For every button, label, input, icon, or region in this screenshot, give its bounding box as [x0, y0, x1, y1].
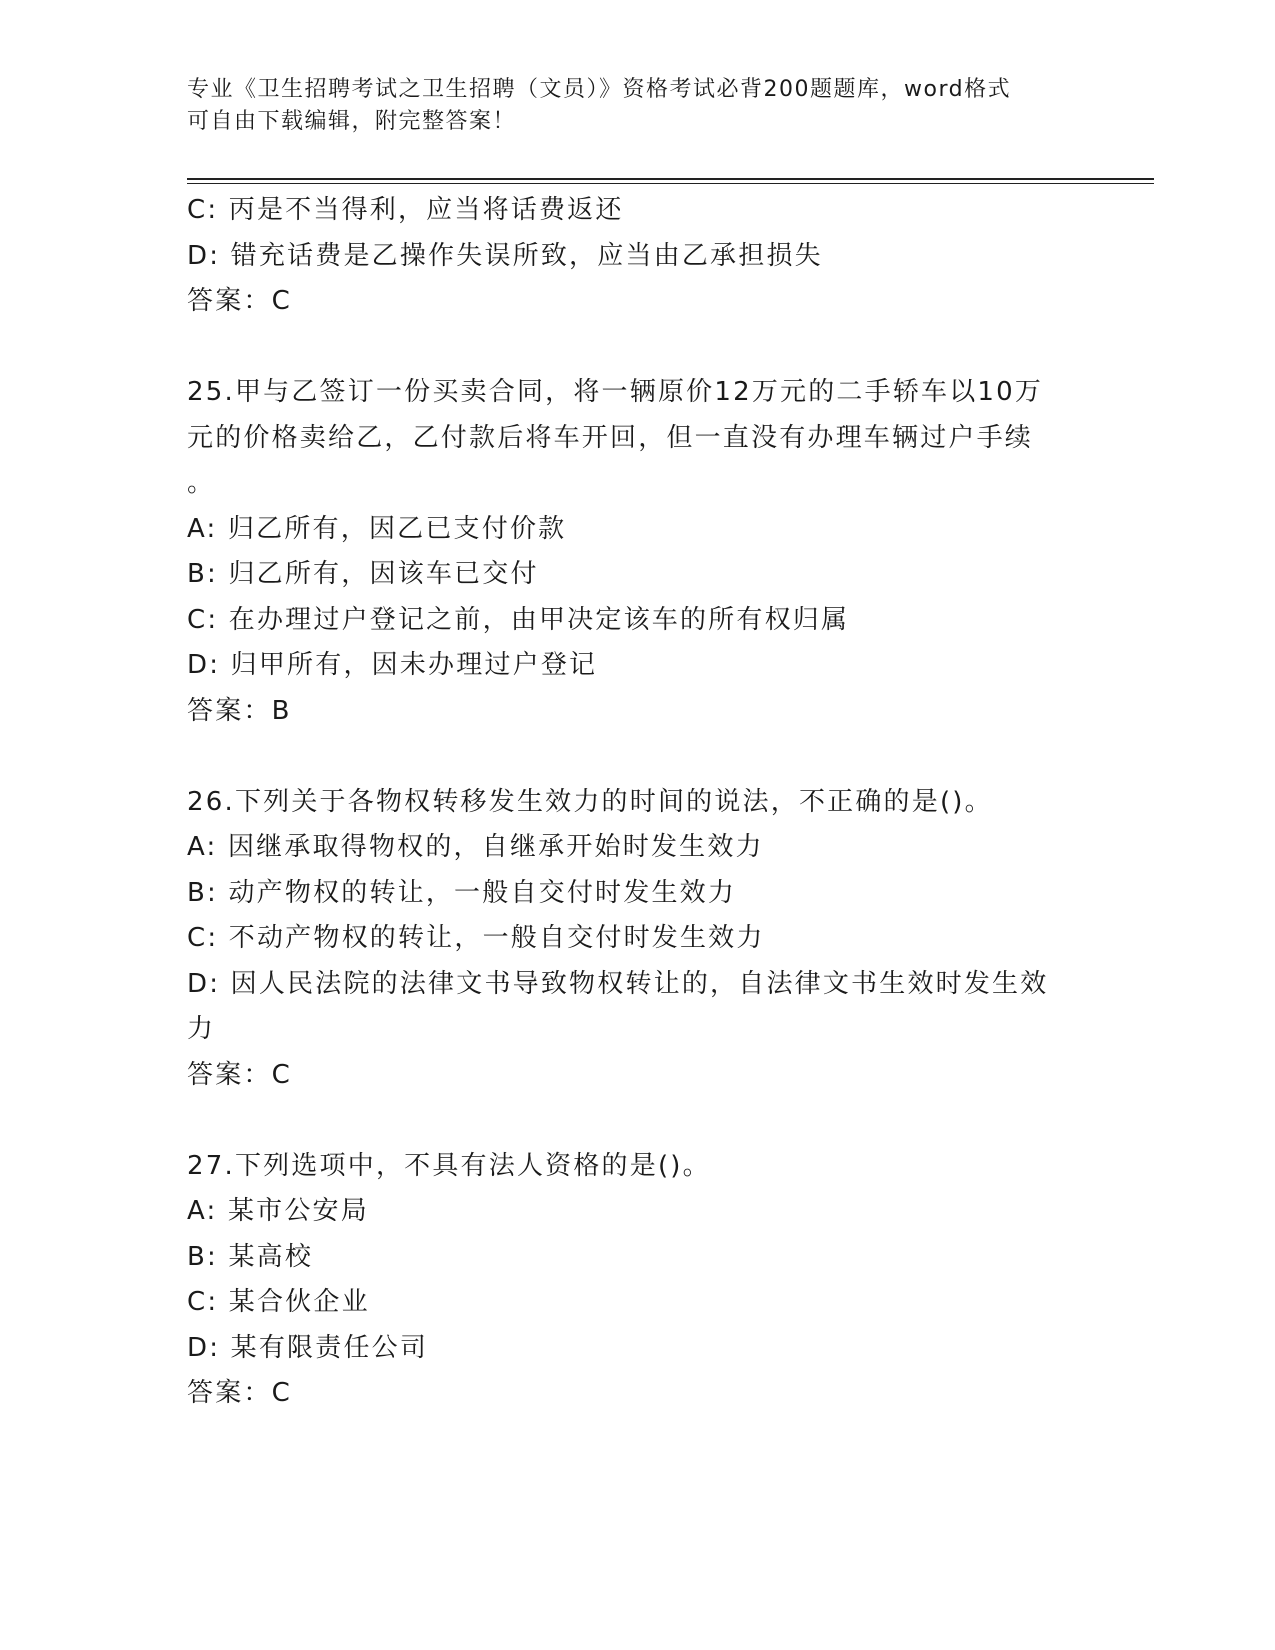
question-26	[187, 780, 1067, 1099]
option-b: B: 动产物权的转让，一般自交付时发生效力	[187, 877, 737, 908]
option-d: D: 归甲所有，因未办理过户登记	[187, 650, 598, 680]
option-d: 力	[187, 1014, 216, 1044]
answer: 答案：C	[187, 1378, 292, 1408]
question-list	[187, 188, 1067, 1417]
option-d: D: 因人民法院的法律文书导致物权转让的，自法律文书生效时发生效	[187, 968, 1049, 999]
option-b: B: 某高校	[187, 1241, 314, 1272]
header-line-2: 可自由下载编辑，附完整答案！	[187, 109, 517, 134]
answer: 答案：C	[187, 286, 292, 316]
question-stem: 25.甲与乙签订一份买卖合同，将一辆原价12万元的二手轿车以10万	[187, 377, 1044, 407]
spacer	[187, 1098, 1067, 1144]
header-divider-thin	[187, 183, 1154, 184]
question-24-tail	[187, 188, 1067, 325]
option-d: D: 某有限责任公司	[187, 1332, 429, 1363]
option-c: C: 不动产物权的转让，一般自交付时发生效力	[187, 923, 765, 953]
question-stem: 26.下列关于各物权转移发生效力的时间的说法，不正确的是()。	[187, 786, 993, 817]
spacer	[187, 325, 1067, 371]
answer: 答案：B	[187, 695, 292, 726]
question-27	[187, 1144, 1067, 1417]
option-a: A: 因继承取得物权的，自继承开始时发生效力	[187, 832, 764, 862]
option-d: D: 错充话费是乙操作失误所致，应当由乙承担损失	[187, 240, 823, 271]
option-c: C: 丙是不当得利，应当将话费返还	[187, 195, 624, 225]
header-line-1: 专业《卫生招聘考试之卫生招聘（文员）》资格考试必背200题题库，word格式	[187, 77, 1012, 102]
question-stem: 。	[187, 468, 216, 498]
spacer	[187, 734, 1067, 780]
option-a: A: 某市公安局	[187, 1196, 369, 1226]
option-c: C: 某合伙企业	[187, 1287, 370, 1317]
option-c: C: 在办理过户登记之前，由甲决定该车的所有权归属	[187, 604, 850, 635]
option-a: A: 归乙所有，因乙已支付价款	[187, 513, 567, 544]
document-header	[187, 74, 1087, 138]
question-stem: 元的价格卖给乙，乙付款后将车开回，但一直没有办理车辆过户手续	[187, 422, 1034, 453]
option-b: B: 归乙所有，因该车已交付	[187, 559, 539, 589]
answer: 答案：C	[187, 1059, 292, 1090]
header-divider-thick	[187, 178, 1154, 180]
question-25	[187, 370, 1067, 734]
question-stem: 27.下列选项中，不具有法人资格的是()。	[187, 1150, 711, 1181]
